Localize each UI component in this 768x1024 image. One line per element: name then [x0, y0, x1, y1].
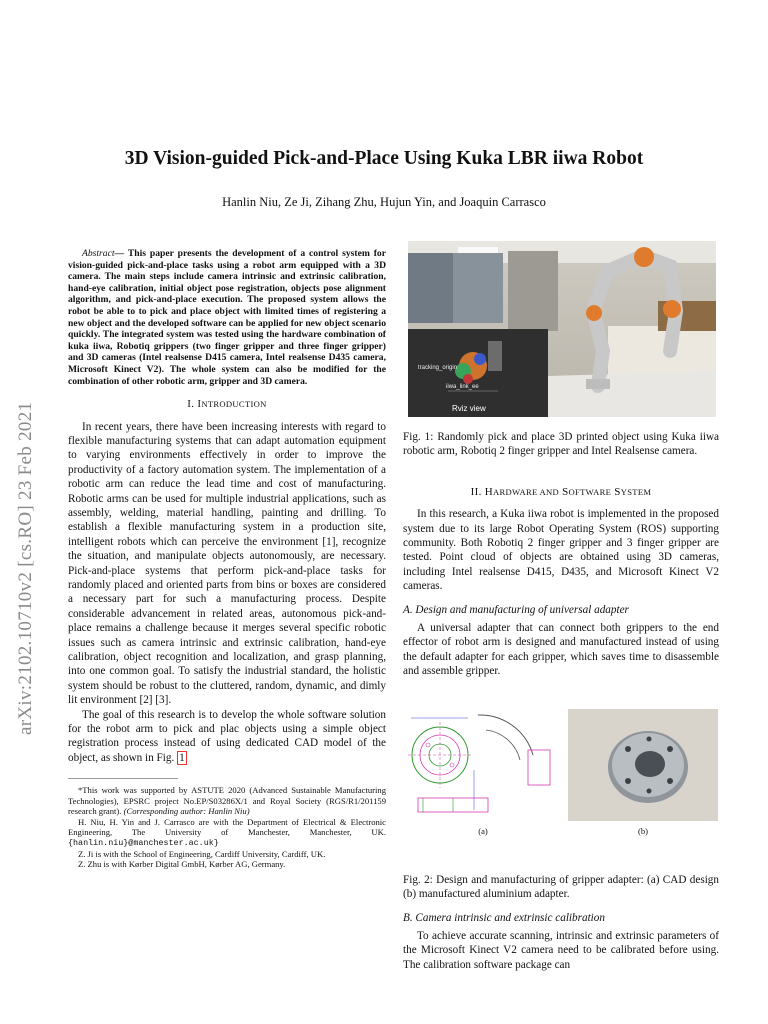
- footnote-funding: *This work was supported by ASTUTE 2020 (Advanced Sustainable Manufacturing Technologies), EPSRC project No.EP/S03286X/1 and Royal Society (RGS/R1/201159 research grant). (Corresponding author: Hanlin Niu): [68, 785, 386, 817]
- figure-2-caption: Fig. 2: Design and manufacturing of gripper adapter: (a) CAD design (b) manufactured aluminium adapter.: [403, 873, 719, 901]
- lab-scene-illustration: [408, 241, 716, 417]
- section-heading-introduction: I. INTRODUCTION: [187, 398, 267, 411]
- figure-1-caption: Fig. 1: Randomly pick and place 3D printed object using Kuka iiwa robotic arm, Robotiq 2 finger gripper and Intel Realsense camera.: [403, 431, 719, 458]
- right-column: [403, 430, 719, 972]
- calibration-paragraph: To achieve accurate scanning, intrinsic and extrinsic parameters of the Microsoft Kinect V2 camera need to be calibrated before using. The calibration software package can: [403, 929, 719, 971]
- intro-paragraph-1: In recent years, there have been increasing interests with regard to flexible manufacturing systems that can adapt automation equipment to varying environments effectively in order to improve the productivity of a factory automation system. The implementation of a robotic arm can reduce the lead time and cost of manufacturing. Robotic arms can be used for multiple industrial applications, such as assembly, welding, material handling, painting and drilling. To establish a flexible manufacturing system in a production site, intelligent robots which can perceive the environment [1], recognize the situation, and manipulate objects autonomously, are necessary. Pick-and-place systems that perform pick-and-place tasks for randomly placed and oriented parts from bins or boxes are considered a necessary part for such a manufacturing process. Despite considerable advancement in related areas, autonomous pick-and-place remains a challenge because it merges several specific robotic issues such as camera intrinsic and extrinsic calibration, hand-eye calibration, object recognition and localization, and grasp planning, into one common goal. To satisfy the industrial standard, the holistic system should be robust to the cluttered, random, dynamic, and dimly lit environment [2] [3].: [68, 420, 386, 707]
- rviz-tag-tracking: tracking_origin: [418, 365, 458, 371]
- figure-reference-link[interactable]: 1: [179, 751, 185, 764]
- paper-title: 3D Vision-guided Pick-and-Place Using Kuka LBR iiwa Robot: [124, 148, 644, 169]
- footnote-rule: [68, 778, 178, 779]
- figure-2b-adapter-photo: [568, 709, 718, 821]
- arxiv-identifier: arXiv:2102.10710v2 [cs.RO] 23 Feb 2021: [15, 401, 36, 735]
- figure-2a-cad-drawing: [408, 710, 558, 820]
- abstract: [68, 248, 386, 387]
- adapter-paragraph: A universal adapter that can connect both grippers to the end effector of robot arm is designed and manufactured instead of using the default adapter for each gripper, which saves time to disassemble and assemble gripper.: [403, 622, 719, 678]
- left-column: [68, 248, 386, 870]
- figure-1-photo: [408, 241, 716, 417]
- abstract-label: Abstract: [82, 248, 115, 259]
- intro-paragraph-2: The goal of this research is to develop the whole software solution for the robot arm to pick and plac objects using a simple object registration process instead of using dedicated CAD model of the object, as shown in Fig. 1: [68, 708, 386, 764]
- rviz-tag-ee: iiwa_link_ee: [446, 384, 479, 390]
- rviz-view-label: Rviz view: [452, 404, 486, 413]
- section-heading-hardware-software: II. HARDWARE AND SOFTWARE SYSTEM: [470, 485, 652, 498]
- abstract-text: — This paper presents the development of a control system for vision-guided pick-and-place tasks using a robot arm equipped with a 3D camera. The main steps include camera intrinsic and extrinsic calibration, hand-eye calibration, initial object pose registration, objects pose alignment algorithm, and pick-and-place execution. The proposed system allows the robot be able to to pick and place object with limited times of registering a new object and the developed software can be applied for new object scenario quickly. The integrated system was tested using the hardware combination of kuka iiwa, Robotiq grippers (two finger gripper and three finger gripper) and 3D cameras (Intel realsense D415 camera, Intel realsense D435 camera, Microsoft Kinect V2). The whole system can also be modified for the combination of other robotic arm, gripper and 3D camera.: [68, 248, 386, 387]
- figure-2b-label: (b): [637, 826, 649, 836]
- email: {hanlin.niu}@manchester.ac.uk}: [68, 838, 219, 849]
- footnote-affiliation-korber: Z. Zhu is with Kørber Digital GmbH, Kørber AG, Germany.: [78, 859, 286, 870]
- footnote-affiliation-manchester: H. Niu, H. Yin and J. Carrasco are with the Department of Electrical & Electronic Engineering, The University of Manchester, Manchester, UK. {hanlin.niu}@manchester.ac.uk}: [68, 816, 386, 849]
- figure-2a-label: (a): [478, 826, 488, 836]
- subsection-heading-calibration: B. Camera intrinsic and extrinsic calibration: [403, 911, 605, 924]
- subsection-heading-adapter: A. Design and manufacturing of universal adapter: [403, 603, 629, 616]
- hardware-paragraph-1: In this research, a Kuka iiwa robot is implemented in the proposed system due to its large Robot Operating System (ROS) supporting community. Both Robotiq 2 finger gripper and 3 finger gripper are tested. Point cloud of objects are obtained using 3D cameras, including Intel realsense D415, D435, and Microsoft Kinect V2 cameras.: [403, 508, 719, 593]
- footnote-affiliation-cardiff: Z. Ji is with the School of Engineering, Cardiff University, Cardiff, UK.: [78, 848, 326, 859]
- author-list: Hanlin Niu, Ze Ji, Zihang Zhu, Hujun Yin, and Joaquin Carrasco: [222, 195, 546, 209]
- footnotes: [68, 785, 386, 869]
